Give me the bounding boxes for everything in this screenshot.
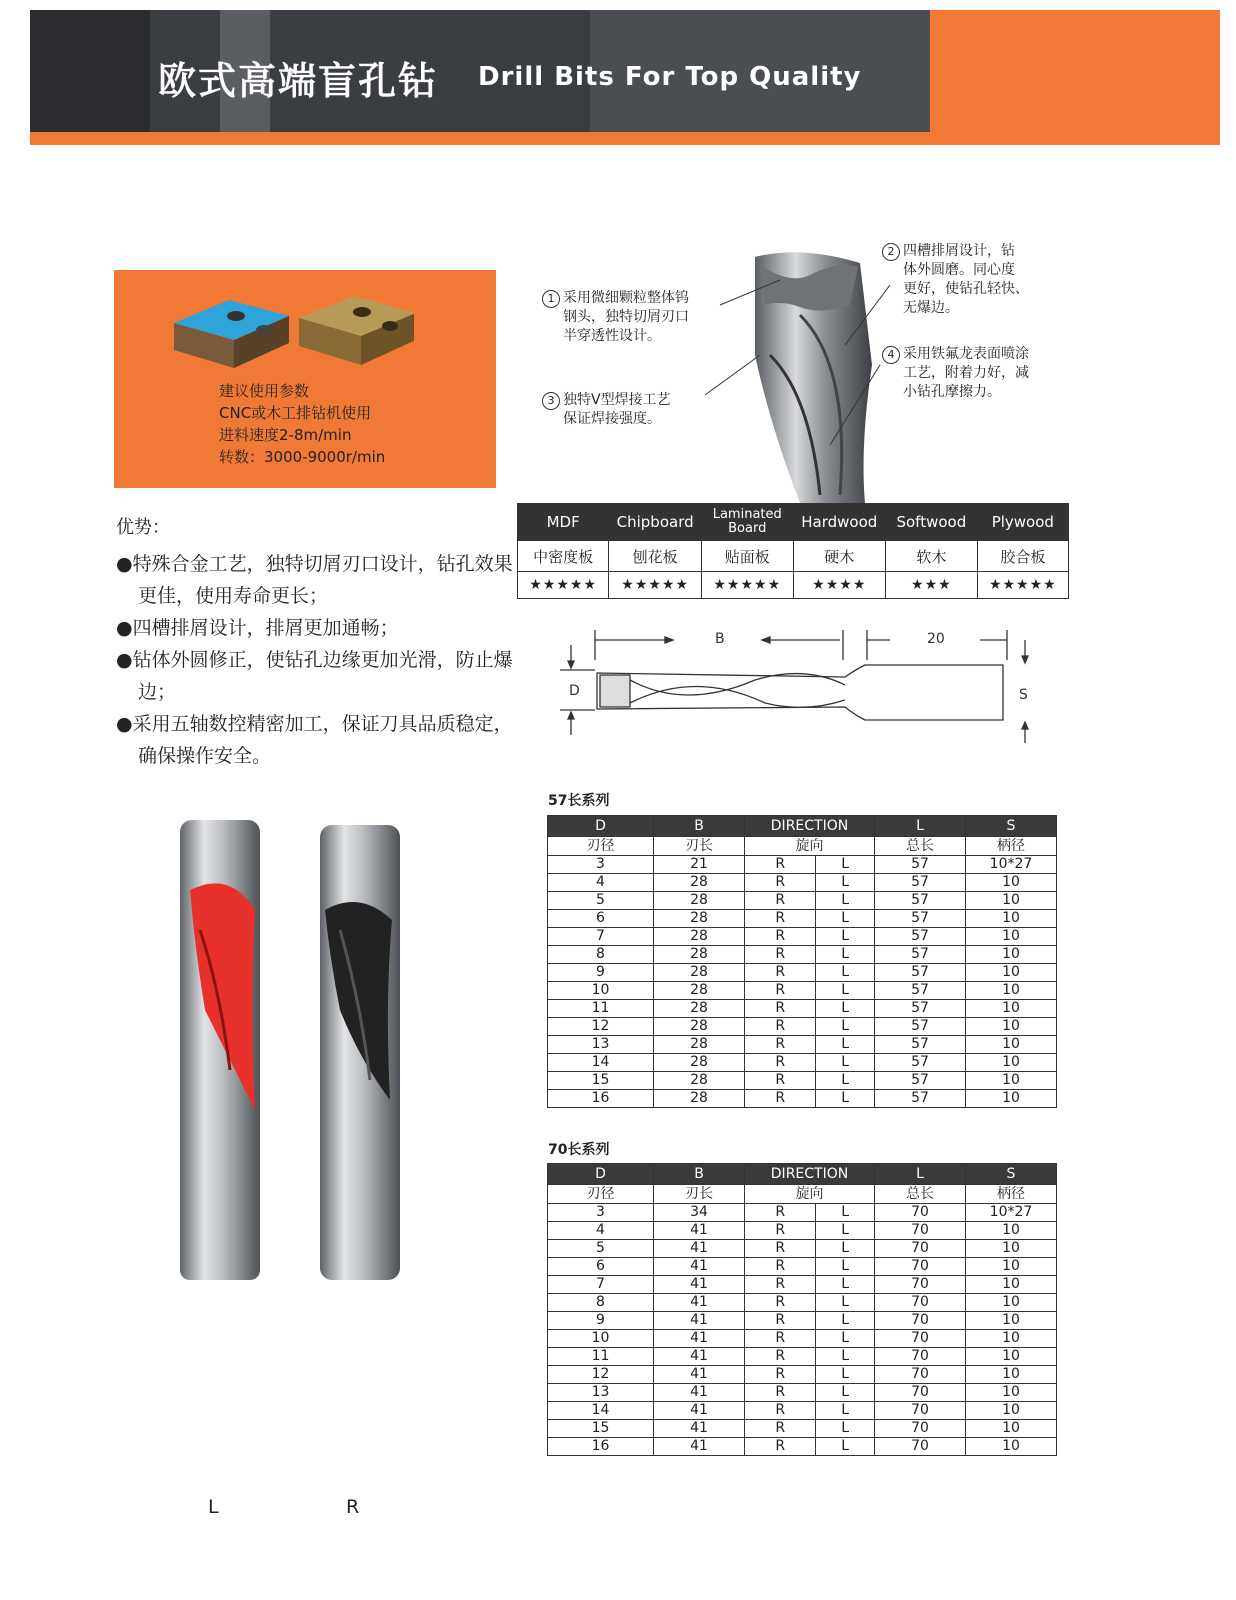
table-cell: 28 — [654, 982, 745, 1000]
table-cell: 41 — [654, 1420, 745, 1438]
table-cell: L — [816, 964, 875, 982]
callout-line: 独特V型焊接工艺 — [563, 392, 671, 408]
table-cell: R — [745, 1054, 816, 1072]
table-cell: 11 — [548, 1000, 654, 1018]
material-stars: ★★★ — [886, 572, 978, 599]
table-cell: L — [816, 1258, 875, 1276]
table-cell: R — [745, 892, 816, 910]
table-row — [548, 964, 1057, 982]
table-cell: 41 — [654, 1438, 745, 1456]
table-cell: 10 — [966, 1348, 1057, 1366]
table-row — [548, 1054, 1057, 1072]
table-cell: R — [745, 1222, 816, 1240]
table-row — [548, 1204, 1057, 1222]
table-cell: 70 — [875, 1420, 966, 1438]
table-cell: 12 — [548, 1366, 654, 1384]
table-cell: L — [816, 1036, 875, 1054]
drill-tip-closeup-image — [700, 245, 900, 503]
table-cell: 28 — [654, 964, 745, 982]
table-cell: 57 — [875, 910, 966, 928]
table-cell: 7 — [548, 928, 654, 946]
table-cell: L — [816, 1204, 875, 1222]
table-cell: L — [816, 892, 875, 910]
table-cell: 15 — [548, 1072, 654, 1090]
callout-2 — [882, 242, 1029, 318]
table-cell: 70 — [875, 1438, 966, 1456]
table-cell: L — [816, 910, 875, 928]
table-cell: 28 — [654, 892, 745, 910]
table-cell: 10 — [966, 1366, 1057, 1384]
table-cell: R — [745, 946, 816, 964]
col-header: D — [548, 816, 654, 837]
material-header: MDF — [518, 504, 609, 541]
table-cell: R — [745, 1348, 816, 1366]
table-cell: 10 — [548, 982, 654, 1000]
table-cell: R — [745, 1402, 816, 1420]
col-subheader: 旋向 — [745, 1185, 875, 1204]
callout-line: 半穿透性设计。 — [563, 328, 661, 344]
table-row — [548, 1420, 1057, 1438]
callout-number: 1 — [542, 290, 560, 308]
material-header: Plywood — [977, 504, 1068, 541]
table-row — [548, 1312, 1057, 1330]
table-cell: L — [816, 1000, 875, 1018]
material-blocks-image — [164, 278, 414, 373]
table-cell: R — [745, 1312, 816, 1330]
col-subheader: 刃径 — [548, 837, 654, 856]
table-cell: 10*27 — [966, 1204, 1057, 1222]
page-title-cn: 欧式高端盲孔钻 — [158, 59, 439, 103]
param-line: 建议使用参数 — [219, 382, 310, 400]
table-cell: 70 — [875, 1348, 966, 1366]
photo-label-left: L — [208, 1496, 219, 1518]
table-cell: 70 — [875, 1276, 966, 1294]
table-cell: 13 — [548, 1384, 654, 1402]
table-cell: R — [745, 1090, 816, 1108]
table-cell: L — [816, 1420, 875, 1438]
col-subheader: 柄径 — [966, 1185, 1057, 1204]
table-cell: 10 — [966, 1000, 1057, 1018]
callout-line: 小钻孔摩擦力。 — [903, 384, 1001, 400]
table-row — [548, 1402, 1057, 1420]
callout-line: 工艺，附着力好，减 — [903, 365, 1029, 381]
table-cell: 10 — [966, 1276, 1057, 1294]
table-cell: R — [745, 1072, 816, 1090]
table-row — [548, 1384, 1057, 1402]
table-cell: 10*27 — [966, 856, 1057, 874]
table-cell: 10 — [966, 1072, 1057, 1090]
table-cell: 41 — [654, 1312, 745, 1330]
table-cell: 10 — [966, 928, 1057, 946]
table-cell: 10 — [966, 1258, 1057, 1276]
table-cell: 10 — [966, 946, 1057, 964]
table-cell: R — [745, 1438, 816, 1456]
table-cell: L — [816, 928, 875, 946]
table-cell: R — [745, 874, 816, 892]
col-header: B — [654, 1164, 745, 1185]
param-line: CNC或木工排钻机使用 — [219, 404, 372, 422]
table-cell: 10 — [966, 1054, 1057, 1072]
callout-1 — [542, 289, 689, 346]
table-cell: 41 — [654, 1258, 745, 1276]
table-cell: 11 — [548, 1348, 654, 1366]
dim-b-label: B — [715, 631, 725, 647]
table-cell: R — [745, 1018, 816, 1036]
table-row — [548, 910, 1057, 928]
table-cell: 10 — [966, 964, 1057, 982]
table-row — [548, 1090, 1057, 1108]
table-cell: 10 — [966, 1018, 1057, 1036]
table-row — [548, 928, 1057, 946]
table-row — [548, 1348, 1057, 1366]
advantage-item: ●特殊合金工艺，独特切屑刃口设计，钻孔效果更佳，使用寿命更长； — [116, 553, 513, 607]
callout-line: 无爆边。 — [903, 300, 959, 316]
advantage-item: ●采用五轴数控精密加工，保证刀具品质稳定，确保操作安全。 — [116, 713, 513, 767]
table-cell: 28 — [654, 1018, 745, 1036]
callout-line: 采用铁氟龙表面喷涂 — [903, 346, 1029, 362]
table-cell: 10 — [966, 1312, 1057, 1330]
col-subheader: 旋向 — [745, 837, 875, 856]
table-cell: L — [816, 1402, 875, 1420]
table-cell: 41 — [654, 1402, 745, 1420]
table-cell: 70 — [875, 1312, 966, 1330]
col-subheader: 总长 — [875, 837, 966, 856]
table-cell: R — [745, 1204, 816, 1222]
table-row — [548, 1036, 1057, 1054]
table-cell: R — [745, 910, 816, 928]
table-cell: 10 — [966, 1438, 1057, 1456]
material-header: Softwood — [886, 504, 978, 541]
table-cell: 70 — [875, 1384, 966, 1402]
table-cell: 57 — [875, 946, 966, 964]
table-row — [548, 1018, 1057, 1036]
callout-4 — [882, 345, 1029, 402]
table-cell: 28 — [654, 1090, 745, 1108]
table-cell: 70 — [875, 1330, 966, 1348]
table-cell: 14 — [548, 1054, 654, 1072]
table-cell: 28 — [654, 874, 745, 892]
material-stars: ★★★★★ — [702, 572, 794, 599]
table-cell: 16 — [548, 1438, 654, 1456]
drill-bits-photo — [160, 810, 420, 1485]
table-cell: 6 — [548, 1258, 654, 1276]
table-cell: 9 — [548, 964, 654, 982]
material-stars: ★★★★★ — [977, 572, 1068, 599]
table-cell: 70 — [875, 1222, 966, 1240]
table-cell: 57 — [875, 1072, 966, 1090]
table-cell: L — [816, 1054, 875, 1072]
table-cell: 10 — [966, 1402, 1057, 1420]
material-cn: 软木 — [886, 541, 978, 572]
material-header: Chipboard — [609, 504, 702, 541]
table-cell: 41 — [654, 1366, 745, 1384]
table-cell: 70 — [875, 1294, 966, 1312]
table-cell: L — [816, 856, 875, 874]
table-row — [548, 1330, 1057, 1348]
table-cell: 28 — [654, 1000, 745, 1018]
table-row — [548, 1000, 1057, 1018]
table-cell: 10 — [966, 982, 1057, 1000]
table-cell: R — [745, 1240, 816, 1258]
table-cell: R — [745, 1036, 816, 1054]
material-cn: 中密度板 — [518, 541, 609, 572]
table-cell: 57 — [875, 1018, 966, 1036]
table-cell: 41 — [654, 1240, 745, 1258]
table-row — [548, 892, 1057, 910]
col-subheader: 刃径 — [548, 1185, 654, 1204]
callout-line: 采用微细颗粒整体钨 — [563, 290, 689, 306]
table-cell: 10 — [966, 1036, 1057, 1054]
table-row — [548, 1258, 1057, 1276]
table-cell: 3 — [548, 1204, 654, 1222]
callout-line: 体外圆磨。同心度 — [903, 262, 1015, 278]
table-cell: 8 — [548, 1294, 654, 1312]
series-57-label: 57长系列 — [548, 793, 610, 809]
material-cn: 硬木 — [793, 541, 886, 572]
col-header: S — [966, 1164, 1057, 1185]
table-cell: 57 — [875, 1000, 966, 1018]
table-cell: 70 — [875, 1240, 966, 1258]
table-cell: L — [816, 874, 875, 892]
table-cell: R — [745, 1420, 816, 1438]
table-cell: R — [745, 856, 816, 874]
table-row — [548, 946, 1057, 964]
table-cell: 9 — [548, 1312, 654, 1330]
table-cell: 28 — [654, 1036, 745, 1054]
table-cell: 57 — [875, 1054, 966, 1072]
advantages-heading: 优势： — [116, 517, 170, 538]
table-cell: 10 — [966, 874, 1057, 892]
dim-s-label: S — [1019, 687, 1028, 703]
table-cell: R — [745, 982, 816, 1000]
material-cn: 刨花板 — [609, 541, 702, 572]
usage-params-text — [219, 380, 385, 468]
col-subheader: 柄径 — [966, 837, 1057, 856]
usage-params-panel — [114, 270, 496, 488]
col-header: DIRECTION — [745, 1164, 875, 1185]
material-stars: ★★★★★ — [518, 572, 609, 599]
table-cell: 28 — [654, 946, 745, 964]
material-stars: ★★★★★ — [609, 572, 702, 599]
table-cell: L — [816, 1222, 875, 1240]
table-cell: 4 — [548, 874, 654, 892]
table-cell: 70 — [875, 1204, 966, 1222]
table-cell: R — [745, 964, 816, 982]
material-cn: 胶合板 — [977, 541, 1068, 572]
callout-number: 4 — [882, 346, 900, 364]
material-rating-table — [517, 503, 1069, 599]
table-row — [548, 1276, 1057, 1294]
table-row — [548, 1240, 1057, 1258]
table-cell: R — [745, 1000, 816, 1018]
callout-line: 四槽排屑设计，钻 — [903, 243, 1015, 259]
page-title-en: Drill Bits For Top Quality — [478, 62, 862, 92]
table-cell: L — [816, 1018, 875, 1036]
table-cell: 57 — [875, 1090, 966, 1108]
col-subheader: 总长 — [875, 1185, 966, 1204]
table-cell: 12 — [548, 1018, 654, 1036]
table-cell: 70 — [875, 1258, 966, 1276]
table-cell: 10 — [966, 910, 1057, 928]
table-cell: L — [816, 982, 875, 1000]
col-header: B — [654, 816, 745, 837]
table-row — [548, 1072, 1057, 1090]
table-cell: R — [745, 1366, 816, 1384]
callout-line: 保证焊接强度。 — [563, 411, 661, 427]
table-cell: 57 — [875, 892, 966, 910]
table-cell: 10 — [966, 1222, 1057, 1240]
material-header: Hardwood — [793, 504, 886, 541]
table-cell: 57 — [875, 874, 966, 892]
table-cell: 34 — [654, 1204, 745, 1222]
table-cell: 70 — [875, 1402, 966, 1420]
table-cell: 10 — [966, 1330, 1057, 1348]
table-cell: 10 — [548, 1330, 654, 1348]
table-cell: 21 — [654, 856, 745, 874]
param-line: 进料速度2-8m/min — [219, 426, 352, 444]
col-header: DIRECTION — [745, 816, 875, 837]
dim-d-label: D — [569, 683, 580, 699]
table-cell: 10 — [966, 1294, 1057, 1312]
table-cell: 41 — [654, 1384, 745, 1402]
table-cell: 3 — [548, 856, 654, 874]
table-row — [548, 856, 1057, 874]
table-cell: 13 — [548, 1036, 654, 1054]
photo-label-right: R — [346, 1496, 360, 1518]
table-cell: R — [745, 1384, 816, 1402]
table-cell: 6 — [548, 910, 654, 928]
callout-number: 2 — [882, 243, 900, 261]
table-cell: 28 — [654, 1072, 745, 1090]
table-cell: 5 — [548, 1240, 654, 1258]
advantage-item: ●四槽排屑设计，排屑更加通畅； — [116, 617, 399, 639]
material-stars: ★★★★ — [793, 572, 886, 599]
callout-line: 钢头，独特切屑刃口 — [563, 309, 689, 325]
table-row — [548, 1222, 1057, 1240]
series-57-table — [547, 815, 1057, 1108]
table-cell: R — [745, 1276, 816, 1294]
callout-3 — [542, 391, 671, 429]
table-cell: 8 — [548, 946, 654, 964]
table-cell: 28 — [654, 1054, 745, 1072]
table-cell: 41 — [654, 1294, 745, 1312]
table-row — [548, 1438, 1057, 1456]
table-cell: L — [816, 1330, 875, 1348]
table-cell: R — [745, 1330, 816, 1348]
material-cn: 贴面板 — [702, 541, 794, 572]
table-cell: L — [816, 946, 875, 964]
callout-line: 更好，使钻孔轻快、 — [903, 281, 1029, 297]
table-row — [548, 1366, 1057, 1384]
col-header: L — [875, 1164, 966, 1185]
table-cell: 10 — [966, 1384, 1057, 1402]
series-70-table — [547, 1163, 1057, 1456]
table-cell: 28 — [654, 928, 745, 946]
table-row — [548, 982, 1057, 1000]
advantage-item: ●钻体外圆修正，使钻孔边缘更加光滑，防止爆边； — [116, 649, 513, 703]
col-subheader: 刃长 — [654, 837, 745, 856]
advantages-list — [116, 512, 516, 772]
col-subheader: 刃长 — [654, 1185, 745, 1204]
table-cell: 10 — [966, 892, 1057, 910]
table-cell: L — [816, 1090, 875, 1108]
param-line: 转数：3000-9000r/min — [219, 448, 386, 466]
callout-number: 3 — [542, 392, 560, 410]
table-cell: L — [816, 1384, 875, 1402]
table-cell: L — [816, 1276, 875, 1294]
table-cell: 41 — [654, 1348, 745, 1366]
table-cell: R — [745, 1294, 816, 1312]
table-cell: 5 — [548, 892, 654, 910]
table-cell: 41 — [654, 1222, 745, 1240]
table-cell: 57 — [875, 964, 966, 982]
col-header: L — [875, 816, 966, 837]
table-cell: 15 — [548, 1420, 654, 1438]
table-cell: L — [816, 1348, 875, 1366]
table-row — [548, 874, 1057, 892]
table-cell: 41 — [654, 1276, 745, 1294]
col-header: D — [548, 1164, 654, 1185]
table-cell: 57 — [875, 1036, 966, 1054]
table-cell: 41 — [654, 1330, 745, 1348]
table-cell: 7 — [548, 1276, 654, 1294]
col-header: S — [966, 816, 1057, 837]
dimension-diagram — [555, 625, 1045, 750]
table-cell: R — [745, 928, 816, 946]
table-cell: 10 — [966, 1240, 1057, 1258]
table-cell: 57 — [875, 856, 966, 874]
table-cell: R — [745, 1258, 816, 1276]
table-cell: 16 — [548, 1090, 654, 1108]
table-cell: 10 — [966, 1420, 1057, 1438]
dim-20-label: 20 — [927, 631, 945, 647]
table-cell: 57 — [875, 982, 966, 1000]
table-cell: 28 — [654, 910, 745, 928]
table-cell: L — [816, 1072, 875, 1090]
material-header: Laminated Board — [702, 504, 794, 541]
table-cell: 14 — [548, 1402, 654, 1420]
table-cell: 4 — [548, 1222, 654, 1240]
table-cell: 57 — [875, 928, 966, 946]
table-cell: 10 — [966, 1090, 1057, 1108]
table-cell: 70 — [875, 1366, 966, 1384]
table-cell: L — [816, 1294, 875, 1312]
table-cell: L — [816, 1240, 875, 1258]
table-cell: L — [816, 1312, 875, 1330]
series-70-label: 70长系列 — [548, 1142, 610, 1158]
table-cell: L — [816, 1366, 875, 1384]
table-row — [548, 1294, 1057, 1312]
table-cell: L — [816, 1438, 875, 1456]
